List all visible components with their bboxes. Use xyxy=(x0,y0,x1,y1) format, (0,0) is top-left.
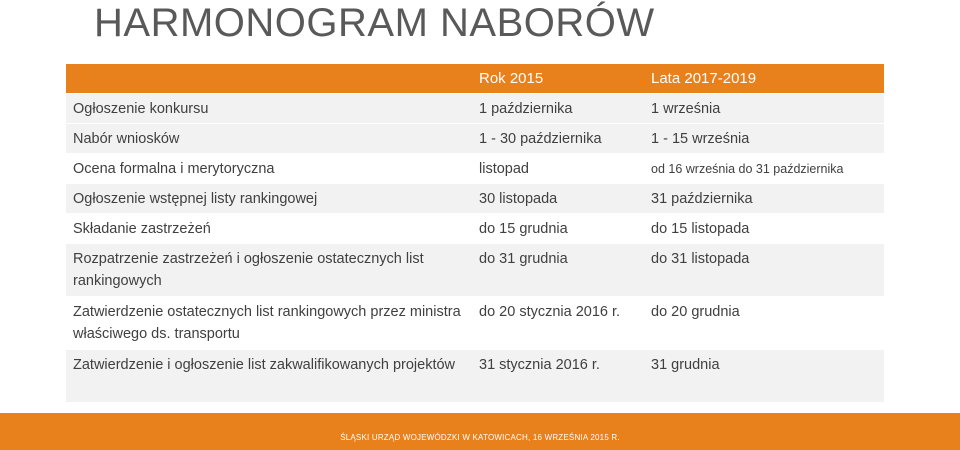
stage-cell: Ogłoszenie wstępnej listy rankingowej xyxy=(66,184,472,214)
table-header-row xyxy=(66,64,884,94)
table-row xyxy=(66,124,884,154)
date-2017-cell: 1 - 15 września xyxy=(644,124,884,154)
header-stage xyxy=(66,64,472,94)
date-2017-cell: do 15 listopada xyxy=(644,214,884,244)
stage-cell: Zatwierdzenie ostatecznych list rankingowych przez ministra właściwego ds. transportu xyxy=(66,297,472,350)
slide-title: HARMONOGRAM NABORÓW xyxy=(94,1,655,45)
stage-cell: Zatwierdzenie i ogłoszenie list zakwalifikowanych projektów xyxy=(66,350,472,403)
date-2015-cell: 30 listopada xyxy=(472,184,644,214)
date-2015-cell: do 20 stycznia 2016 r. xyxy=(472,297,644,350)
table-row xyxy=(66,214,884,244)
stage-cell: Nabór wniosków xyxy=(66,124,472,154)
schedule-table xyxy=(66,63,884,402)
table-row xyxy=(66,244,884,297)
date-2015-cell: 31 stycznia 2016 r. xyxy=(472,350,644,403)
date-2015-cell: listopad xyxy=(472,154,644,184)
header-2017-2019: Lata 2017-2019 xyxy=(644,64,884,94)
date-2017-cell: 1 września xyxy=(644,94,884,124)
stage-cell: Ocena formalna i merytoryczna xyxy=(66,154,472,184)
date-2017-cell: 31 grudnia xyxy=(644,350,884,403)
stage-cell: Składanie zastrzeżeń xyxy=(66,214,472,244)
date-2017-cell: od 16 września do 31 października xyxy=(644,154,884,184)
date-2015-cell: 1 - 30 października xyxy=(472,124,644,154)
date-2015-cell: do 31 grudnia xyxy=(472,244,644,297)
date-2015-cell: 1 października xyxy=(472,94,644,124)
stage-cell: Ogłoszenie konkursu xyxy=(66,94,472,124)
footer-bar xyxy=(0,413,960,450)
table-row xyxy=(66,94,884,124)
table-row xyxy=(66,297,884,350)
table-row xyxy=(66,350,884,403)
date-2017-cell: do 31 listopada xyxy=(644,244,884,297)
stage-cell: Rozpatrzenie zastrzeżeń i ogłoszenie ostatecznych list rankingowych xyxy=(66,244,472,297)
date-2017-cell: do 20 grudnia xyxy=(644,297,884,350)
header-2015: Rok 2015 xyxy=(472,64,644,94)
footer-text: ŚLĄSKI URZĄD WOJEWÓDZKI W KATOWICACH, 16 WRZEŚNIA 2015 R. xyxy=(340,433,620,442)
table-row xyxy=(66,154,884,184)
date-2015-cell: do 15 grudnia xyxy=(472,214,644,244)
date-2017-cell: 31 października xyxy=(644,184,884,214)
table-row xyxy=(66,184,884,214)
